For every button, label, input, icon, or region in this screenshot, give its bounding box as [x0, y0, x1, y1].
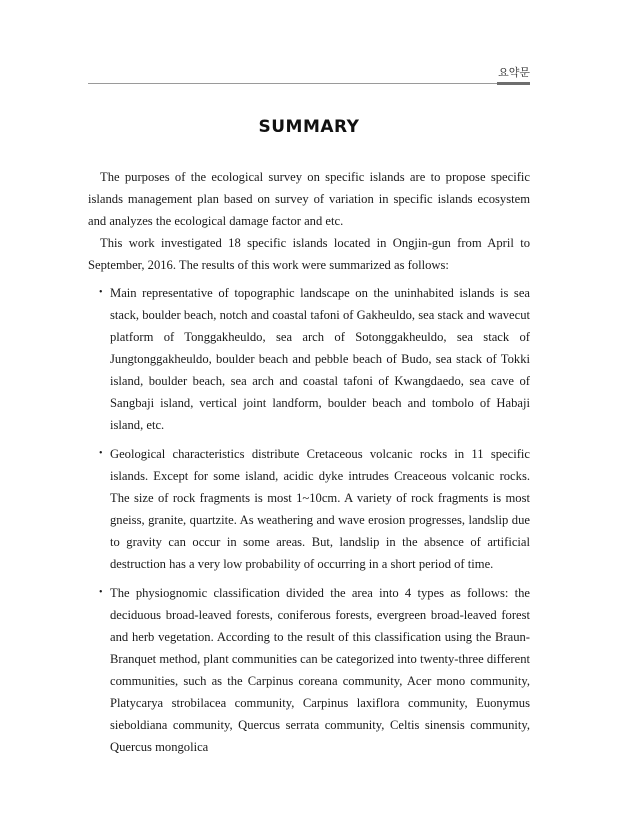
paragraph-work: This work investigated 18 specific islands located in Ongjin-gun from April to September, 2016. The results of this work were summarized as follows: [88, 236, 530, 272]
results-list [88, 282, 530, 758]
paragraph-purpose: The purposes of the ecological survey on specific islands are to propose specific islands management plan based on survey of variation in specific islands ecosystem and analyzes the ecological damage factor and etc. [88, 170, 530, 228]
bullet-icon: • [99, 287, 103, 298]
list-item-text: Main representative of topographic landscape on the uninhabited islands is sea stack, boulder beach, notch and coastal tafoni of Gakheuldo, sea stack and wavecut platform of Tonggakheuldo, sea arch of Sotonggakheuldo, sea stack of Jungtonggakheuldo, boulder beach and pebble beach of Budo, sea stack of Tokki island, boulder beach, sea arch and coastal tafoni of Kwangdaedo, sea cave of Sangbaji island, vertical joint landform, boulder beach and tombolo of Habaji island, etc. [110, 286, 530, 432]
bullet-icon: • [99, 587, 103, 598]
page-title: SUMMARY [258, 117, 360, 137]
summary-body [88, 166, 530, 765]
section-label: 요약문 [498, 66, 530, 79]
list-item-text: Geological characteristics distribute Cretaceous volcanic rocks in 11 specific islands. Except for some island, acidic dyke intrudes Creaceous volcanic rocks. The size of rock fragments is most 1~10cm. A variety of rock fragments is most gneiss, granite, quartzite. As weathering and wave erosion progresses, landslip due to gravity can occur in some areas. But, landslip in the absence of artificial destruction has a very low probability of occurring in a short period of time. [110, 447, 530, 571]
list-item [88, 282, 530, 436]
list-item [88, 443, 530, 575]
list-item-text: The physiognomic classification divided the area into 4 types as follows: the deciduous broad-leaved forests, coniferous forests, evergreen broad-leaved forest and herb vegetation. According to the result of this classification using the Braun-Branquet method, plant communities can be categorized into twenty-three different communities, such as the Carpinus coreana community, Acer mono community, Platycarya strobilacea community, Carpinus laxiflora community, Euonymus sieboldiana community, Quercus serrata community, Celtis sinensis community, Quercus mongolica [110, 586, 530, 754]
header-tab-marker [497, 82, 530, 85]
list-item [88, 582, 530, 758]
header-rule [88, 83, 530, 84]
bullet-icon: • [99, 448, 103, 459]
